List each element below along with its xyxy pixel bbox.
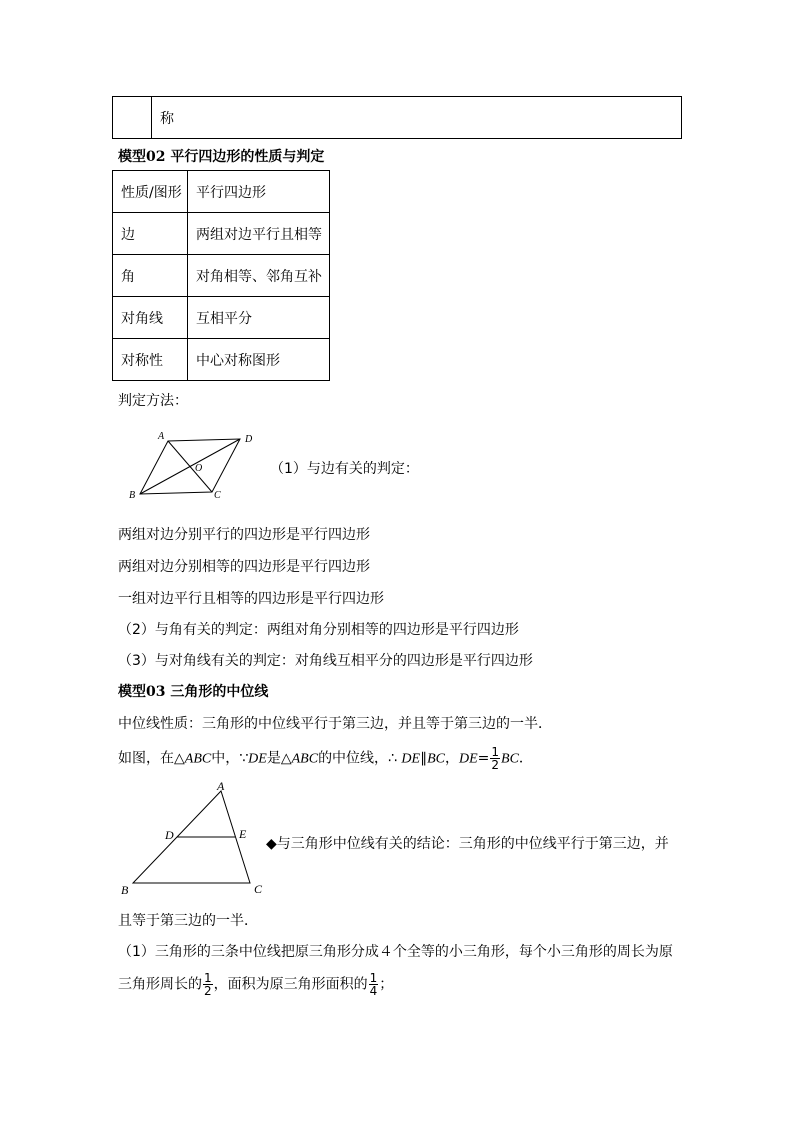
parallelogram-figure <box>120 426 270 506</box>
example-var: DE <box>458 751 478 767</box>
label-e: E <box>239 827 247 841</box>
example-text: ， <box>444 750 459 767</box>
label-a: A <box>158 431 165 442</box>
fraction-numerator: 1 <box>491 745 500 759</box>
side-judgement: （1）与边有关的判定： <box>270 461 419 477</box>
judgement-line: （3）与对角线有关的判定：对角线互相平分的四边形是平行四边形 <box>118 653 533 669</box>
top-table-cell-right: 称 <box>152 97 682 139</box>
fraction-half <box>490 746 500 771</box>
table-row <box>113 297 330 339</box>
example-text: 如图，在△ <box>118 750 185 767</box>
midline-conclusion-cont: 且等于第三边的一半． <box>118 913 258 929</box>
example-text: ∥ <box>420 750 428 767</box>
table-cell: 对角相等、邻角互补 <box>188 255 330 297</box>
parallelogram-lines <box>140 439 240 494</box>
item-text: ； <box>379 976 394 993</box>
triangle-figure <box>118 780 278 900</box>
table-cell: 角 <box>113 255 188 297</box>
example-text: = <box>477 750 490 767</box>
item-text: 三角形周长的 <box>118 976 202 993</box>
midline-example <box>118 746 533 771</box>
midline-item-1-cont <box>118 972 393 997</box>
judgement-line: 两组对边分别相等的四边形是平行四边形 <box>118 559 370 575</box>
table-row <box>113 339 330 381</box>
judgement-line: 一组对边平行且相等的四边形是平行四边形 <box>118 591 384 607</box>
midline-property: 中位线性质：三角形的中位线平行于第三边，并且等于第三边的一半． <box>118 716 552 732</box>
label-a: A <box>217 780 225 793</box>
example-var: BC <box>427 751 445 767</box>
table-header-cell: 性质/图形 <box>113 171 188 213</box>
label-c: C <box>254 882 263 896</box>
table-cell: 对角线 <box>113 297 188 339</box>
label-c: C <box>214 490 221 501</box>
table-cell: 边 <box>113 213 188 255</box>
midline-conclusion: ◆与三角形中位线有关的结论：三角形的中位线平行于第三边，并 <box>266 836 669 852</box>
fraction-denominator: 2 <box>204 984 212 998</box>
example-text: ． <box>518 750 533 767</box>
example-var: ABC <box>184 751 212 767</box>
table-cell: 互相平分 <box>188 297 330 339</box>
label-b: B <box>121 883 129 897</box>
fraction-half <box>203 972 213 997</box>
triangle-lines <box>133 791 250 883</box>
example-text: 中，∵ <box>211 750 249 767</box>
table-cell: 两组对边平行且相等 <box>188 213 330 255</box>
fraction-denominator: 4 <box>369 984 378 998</box>
label-d: D <box>165 828 174 842</box>
midline-item-1: （1）三角形的三条中位线把原三角形分成４个全等的小三角形，每个小三角形的周长为原 <box>118 944 673 960</box>
example-var: DE <box>248 751 267 767</box>
example-var: ABC <box>291 751 319 767</box>
label-b: B <box>129 490 136 501</box>
example-var: BC <box>501 751 519 767</box>
fraction-quarter <box>369 972 379 997</box>
table-header-cell: 平行四边形 <box>188 171 330 213</box>
fraction-denominator: 2 <box>491 758 500 772</box>
top-table-cell-left <box>113 97 152 139</box>
label-d: D <box>245 434 253 445</box>
table-cell: 中心对称图形 <box>188 339 330 381</box>
fraction-numerator: 1 <box>369 971 378 985</box>
example-text: 的中位线，∴ <box>318 750 402 767</box>
judgement-line: 两组对边分别平行的四边形是平行四边形 <box>118 527 370 543</box>
example-var: DE <box>401 751 421 767</box>
fraction-numerator: 1 <box>204 971 212 985</box>
table-row <box>113 255 330 297</box>
model02-heading: 模型02 平行四边形的性质与判定 <box>118 149 325 165</box>
table-row <box>113 213 330 255</box>
method-title: 判定方法： <box>118 393 188 409</box>
table-row <box>113 171 330 213</box>
item-text: ，面积为原三角形面积的 <box>213 976 368 993</box>
model03-heading: 模型03 三角形的中位线 <box>118 684 269 700</box>
example-text: 是△ <box>266 750 292 767</box>
property-table <box>112 170 330 381</box>
top-table <box>112 96 682 139</box>
table-cell: 对称性 <box>113 339 188 381</box>
judgement-line: （2）与角有关的判定：两组对角分别相等的四边形是平行四边形 <box>118 622 519 638</box>
label-o: O <box>195 463 203 474</box>
